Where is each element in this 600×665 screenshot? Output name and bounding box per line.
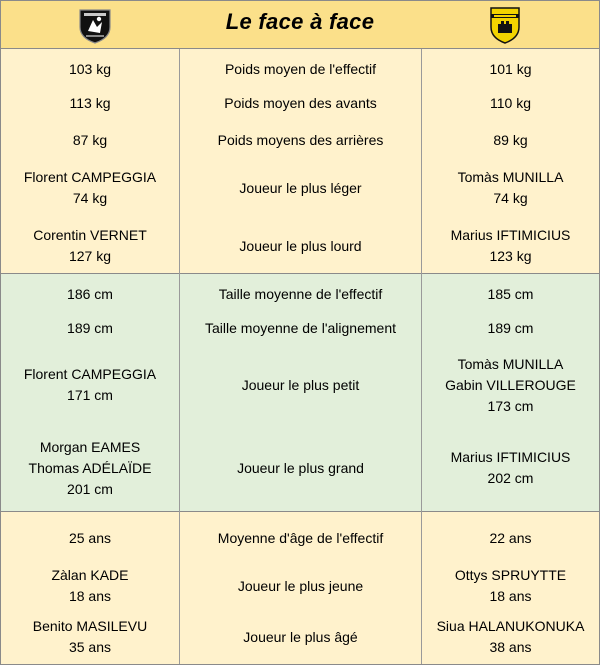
row-left-value: 189 cm — [67, 319, 113, 336]
page-title: Le face à face — [225, 9, 375, 34]
row-right-value: 185 cm — [487, 285, 534, 302]
row-right-value: 189 cm — [487, 319, 534, 336]
row-label: Joueur le plus âgé — [243, 628, 358, 645]
row-right-value: 101 kg — [489, 60, 532, 77]
row-label: Moyenne d'âge de l'effectif — [217, 529, 384, 546]
row-label: Poids moyen des avants — [224, 94, 377, 111]
row-left-value: 186 cm — [67, 285, 113, 302]
row-label: Poids moyens des arrières — [217, 131, 384, 148]
row-left-value: Florent CAMPEGGIA 74 kg — [23, 169, 157, 206]
table-header — [1, 1, 599, 49]
row-label: Joueur le plus petit — [241, 376, 360, 393]
row-right-value: 22 ans — [489, 529, 532, 546]
row-left-value: 25 ans — [68, 529, 112, 546]
row-left-value: Florent CAMPEGGIA 171 cm — [23, 366, 157, 403]
row-right-value: Siua HALANUKONUKA 38 ans — [436, 618, 585, 655]
row-left-value: 113 kg — [69, 94, 111, 111]
row-right-value: Marius IFTIMICIUS 202 cm — [450, 449, 571, 486]
row-left-value: 103 kg — [68, 60, 112, 77]
row-left-value: Zàlan KADE 18 ans — [51, 567, 129, 604]
row-left-value: Benito MASILEVU 35 ans — [32, 618, 148, 655]
row-left-value: 87 kg — [72, 131, 108, 148]
row-right-value: Tomàs MUNILLA 74 kg — [457, 169, 564, 206]
row-label: Joueur le plus jeune — [237, 577, 364, 594]
row-right-value: Tomàs MUNILLA Gabin VILLEROUGE 173 cm — [445, 355, 576, 414]
row-label: Joueur le plus lourd — [239, 237, 362, 254]
row-label: Taille moyenne de l'effectif — [218, 285, 383, 302]
row-label: Joueur le plus léger — [239, 179, 362, 196]
us-carcassonne-crest-logo — [485, 5, 525, 45]
row-label: Joueur le plus grand — [237, 459, 364, 476]
row-right-value: Marius IFTIMICIUS 123 kg — [450, 227, 571, 264]
row-label: Taille moyenne de l'alignement — [204, 319, 396, 336]
row-label: Poids moyen de l'effectif — [224, 60, 377, 77]
row-right-value: 89 kg — [493, 131, 528, 148]
row-right-value: 110 kg — [490, 94, 531, 111]
row-right-value: Ottys SPRUYTTE 18 ans — [454, 567, 567, 604]
row-left-value: Morgan EAMES Thomas ADÉLAÏDE 201 cm — [28, 438, 152, 497]
row-left-value: Corentin VERNET 127 kg — [33, 227, 147, 264]
